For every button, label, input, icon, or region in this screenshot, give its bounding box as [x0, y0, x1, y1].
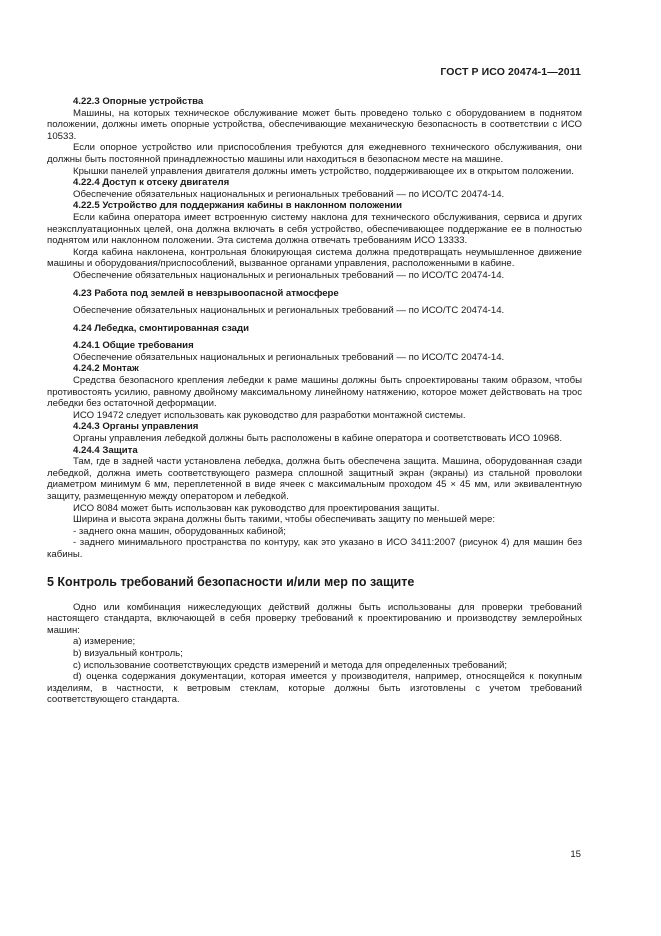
paragraph: Там, где в задней части установлена лебедка, должна быть обеспечена защита. Машина, оборудованная сзади лебедкой, должна иметь соответствующего размера сплошной защитный экран (экраны) из стальной проволоки диаметром минимум 6 мм, переплетенной в виде ячеек с максимальным проходом 45 × 45 мм, или эквивалентную защиту, размещенную между оператором и лебедкой. — [47, 456, 582, 502]
list-item: c) использование соответствующих средств измерений и метода для определенных требований; — [73, 659, 508, 671]
list-item: - заднего окна машин, оборудованных кабиной; — [73, 525, 286, 537]
paragraph: Обеспечение обязательных национальных и региональных требований — по ИСО/ТС 20474-14. — [73, 188, 505, 200]
paragraph: ИСО 19472 следует использовать как руководство для разработки монтажной системы. — [73, 409, 466, 421]
heading-4-22-5: 4.22.5 Устройство для поддержания кабины в наклонном положении — [73, 200, 402, 212]
paragraph: Машины, на которых техническое обслуживание может быть проведено только с оборудованием в поднятом положении, должны иметь опорные устройства, обеспечивающие механическую безопасность в соответствии с ИСО 10533. — [47, 107, 582, 142]
paragraph: Ширина и высота экрана должны быть такими, чтобы обеспечивать защиту по меньшей мере: — [73, 514, 496, 526]
paragraph: Когда кабина наклонена, контрольная блокирующая система должна предотвращать неумышленное движение машины и оборудования/приспособлений, вызванное органами управления, расположенными в кабине. — [47, 246, 582, 270]
heading-4-24-2: 4.24.2 Монтаж — [73, 363, 139, 375]
paragraph: Обеспечение обязательных национальных и региональных требований — по ИСО/ТС 20474-14. — [73, 305, 505, 317]
heading-4-22-3: 4.22.3 Опорные устройства — [73, 96, 204, 107]
heading-4-24-1: 4.24.1 Общие требования — [73, 340, 194, 352]
heading-4-24: 4.24 Лебедка, смонтированная сзади — [73, 322, 249, 334]
page-number: 15 — [570, 849, 581, 860]
paragraph: ИСО 8084 может быть использован как руководство для проектирования защиты. — [73, 502, 440, 514]
document-body — [47, 96, 582, 706]
section-5-heading: 5 Контроль требований безопасности и/или мер по защите — [47, 574, 415, 589]
heading-4-23: 4.23 Работа под землей в невзрывоопасной атмосфере — [73, 287, 339, 299]
paragraph: Если опорное устройство или приспособления требуются для ежедневного технического обслуживания, они должны быть постоянной принадлежностью машины или находиться в безопасном месте на машине. — [47, 142, 582, 165]
paragraph: Обеспечение обязательных национальных и региональных требований — по ИСО/ТС 20474-14. — [73, 269, 505, 281]
paragraph: Обеспечение обязательных национальных и региональных требований — по ИСО/ТС 20474-14. — [73, 351, 505, 363]
heading-4-24-3: 4.24.3 Органы управления — [73, 421, 199, 433]
paragraph: Если кабина оператора имеет встроенную систему наклона для технического обслуживания, сервиса и других неэксплуатационных целей, она должна включать в себя устройство, обеспечивающее поддержание ее в полностью поднятом или наклонном положении. Эта система должна отвечать требованиям ИСО 13333. — [47, 211, 582, 247]
heading-4-24-4: 4.24.4 Защита — [73, 444, 138, 456]
list-item: b) визуальный контроль; — [73, 647, 183, 659]
list-item: а) измерение; — [73, 636, 136, 648]
paragraph: Крышки панелей управления двигателя должны иметь устройство, поддерживающее их в открытом положении. — [73, 165, 574, 177]
list-item: d) оценка содержания документации, которая имеется у производителя, например, относящейся к покупным изделиям, в частности, к ветровым стеклам, которые должны быть изготовлены с учетом требований соответствующего стандарта. — [47, 671, 582, 706]
paragraph: Органы управления лебедкой должны быть расположены в кабине оператора и соответствовать ИСО 10968. — [73, 433, 563, 445]
paragraph: Средства безопасного крепления лебедки к раме машины должны быть спроектированы таким образом, чтобы противостоять усилию, равному двойному максимальному линейному натяжению, которое может действовать на трос лебедки без остаточной деформации. — [47, 375, 582, 410]
list-item: - заднего минимального пространства по контуру, как это указано в ИСО 3411:2007 (рисунок 4) для машин без кабины. — [47, 537, 582, 560]
heading-4-22-4: 4.22.4 Доступ к отсеку двигателя — [73, 177, 230, 189]
paragraph: Одно или комбинация нижеследующих действий должны быть использованы для проверки требований настоящего стандарта, включающей в себя проверку требований к проектированию и производству землеройных машин: — [47, 601, 582, 636]
document-code: ГОСТ Р ИСО 20474-1—2011 — [440, 66, 581, 78]
